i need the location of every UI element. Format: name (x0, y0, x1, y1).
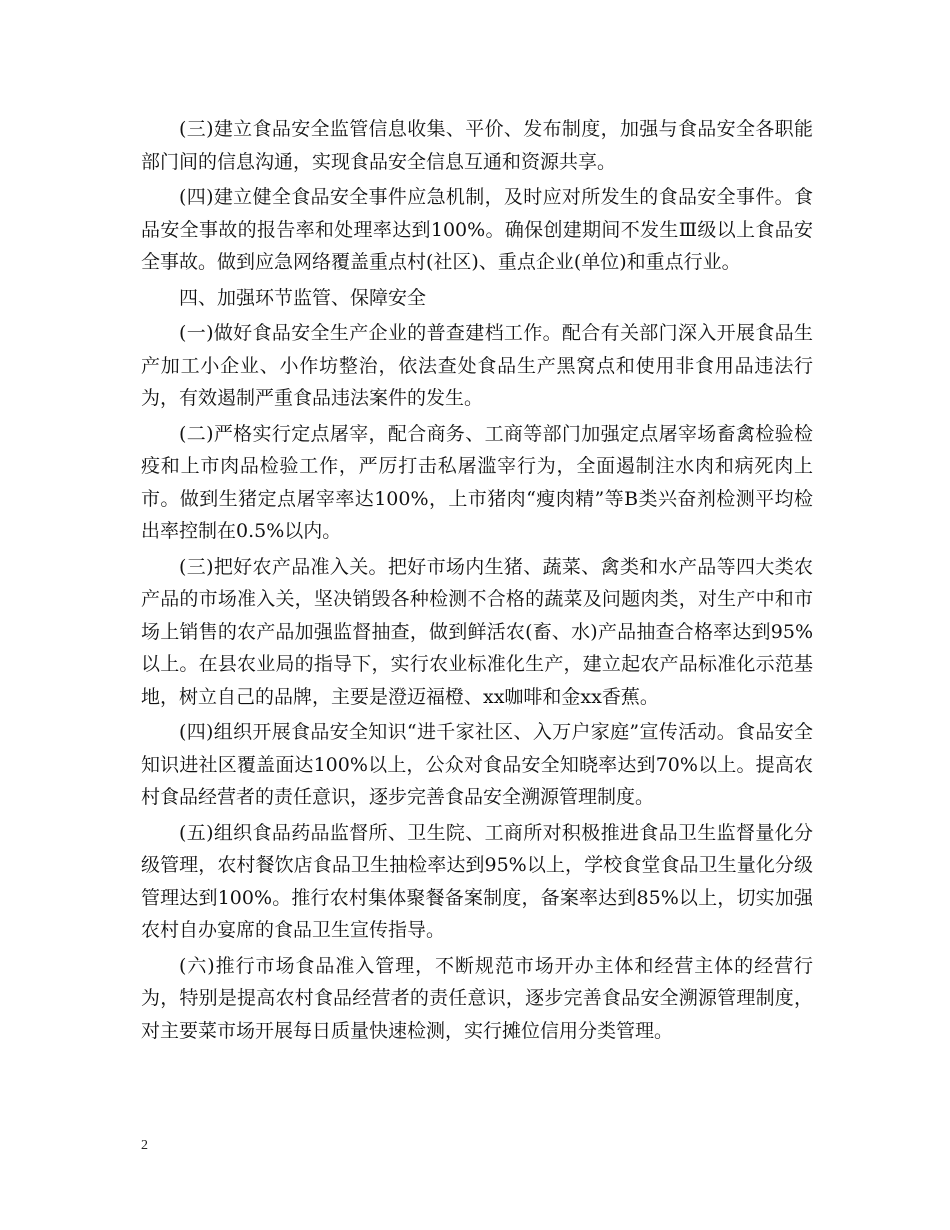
paragraph-designated-slaughter: (二)严格实行定点屠宰，配合商务、工商等部门加强定点屠宰场畜禽检验检疫和上市肉品检验工作，严厉打击私屠滥宰行为，全面遏制注水肉和病死肉上市。做到生猪定点屠宰率达100%，上市猪肉“瘦肉精”等B类兴奋剂检测平均检出率控制在0.5%以内。 (141, 422, 813, 542)
document-body (141, 113, 813, 1050)
paragraph-agricultural-products-access: (三)把好农产品准入关。把好市场内生猪、蔬菜、禽类和水产品等四大类农产品的市场准入关，坚决销毁各种检测不合格的蔬菜及问题肉类，对生产中和市场上销售的农产品加强监督抽查，做到鲜活农(畜、水)产品抽查合格率达到95%以上。在县农业局的指导下，实行农业标准化生产，建立起农产品标准化示范基地，树立自己的品牌，主要是澄迈福橙、xx咖啡和金xx香蕉。 (141, 555, 813, 708)
paragraph-emergency-mechanism: (四)建立健全食品安全事件应急机制，及时应对所发生的食品安全事件。食品安全事故的报告率和处理率达到100%。确保创建期间不发生Ⅲ级以上食品安全事故。做到应急网络覆盖重点村(社区)、重点企业(单位)和重点行业。 (141, 186, 813, 273)
page-number: 2 (141, 1138, 148, 1153)
paragraph-knowledge-campaign: (四)组织开展食品安全知识“进千家社区、入万户家庭”宣传活动。食品安全知识进社区覆盖面达100%以上，公众对食品安全知晓率达到70%以上。提高农村食品经营者的责任意识，逐步完善食品安全溯源管理制度。 (141, 721, 813, 808)
section-heading-supervision: 四、加强环节监管、保障安全 (179, 286, 427, 309)
paragraph-market-access-management: (六)推行市场食品准入管理，不断规范市场开办主体和经营主体的经营行为，特别是提高农村食品经营者的责任意识，逐步完善食品安全溯源管理制度，对主要菜市场开展每日质量快速检测，实行摊位信用分类管理。 (141, 954, 813, 1042)
paragraph-food-safety-info-system: (三)建立食品安全监管信息收集、平价、发布制度，加强与食品安全各职能部门间的信息沟通，实现食品安全信息互通和资源共享。 (141, 118, 813, 173)
paragraph-enterprise-census: (一)做好食品安全生产企业的普查建档工作。配合有关部门深入开展食品生产加工小企业、小作坊整治，依法查处食品生产黑窝点和使用非食用品违法行为，有效遏制严重食品违法案件的发生。 (141, 322, 813, 409)
paragraph-hygiene-grading: (五)组织食品药品监督所、卫生院、工商所对积极推进食品卫生监督量化分级管理，农村餐饮店食品卫生抽检率达到95%以上，学校食堂食品卫生量化分级管理达到100%。推行农村集体聚餐备案制度，备案率达到85%以上，切实加强农村自办宴席的食品卫生宣传指导。 (141, 821, 813, 941)
